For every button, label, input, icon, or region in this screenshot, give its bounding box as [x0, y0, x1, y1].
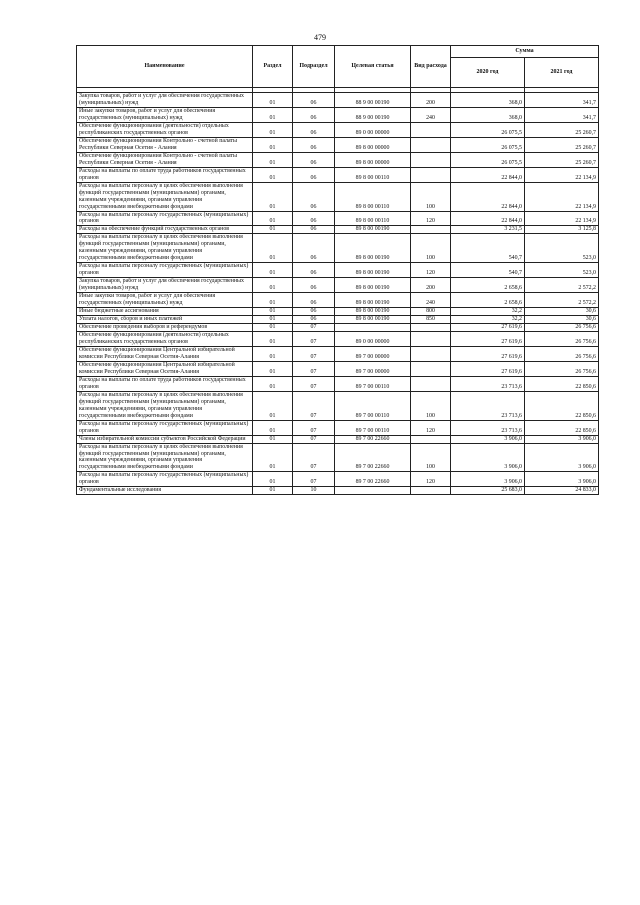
row-sum-2020: 23 713,6: [451, 376, 525, 391]
row-razdel: 01: [253, 420, 293, 435]
page-number: 479: [314, 33, 326, 42]
row-name: Расходы на выплаты по оплате труда работников государственных органов: [77, 167, 253, 182]
row-name: Иные закупки товаров, работ и услуг для обеспечения государственных (муниципальных) нужд: [77, 293, 253, 308]
row-expense-type: [411, 137, 451, 152]
row-podrazdel: 06: [293, 308, 335, 316]
row-sum-2020: 23 713,6: [451, 420, 525, 435]
row-razdel: 01: [253, 137, 293, 152]
row-podrazdel: 06: [293, 182, 335, 211]
row-target-article: 89 7 00 22660: [335, 472, 411, 487]
row-sum-2021: 3 906,0: [525, 472, 599, 487]
table-row: [77, 324, 599, 332]
row-expense-type: [411, 152, 451, 167]
row-podrazdel: 06: [293, 278, 335, 293]
row-podrazdel: 07: [293, 346, 335, 361]
row-sum-2020: 27 619,6: [451, 324, 525, 332]
row-razdel: 01: [253, 361, 293, 376]
table-row: [77, 332, 599, 347]
row-name: Расходы на выплаты по оплате труда работников государственных органов: [77, 376, 253, 391]
row-sum-2021: 26 756,6: [525, 324, 599, 332]
row-sum-2020: 3 231,5: [451, 226, 525, 234]
row-podrazdel: 06: [293, 263, 335, 278]
row-sum-2021: 22 850,6: [525, 420, 599, 435]
row-name: Расходы на выплаты персоналу в целях обеспечения выполнения функций государственными (муниципальными) органами, казенными учреждениями, органами управления государственными внебюджетными фондами: [77, 391, 253, 420]
row-podrazdel: 06: [293, 152, 335, 167]
row-expense-type: [411, 122, 451, 137]
row-expense-type: [411, 167, 451, 182]
row-razdel: 01: [253, 316, 293, 324]
row-expense-type: 240: [411, 293, 451, 308]
row-name: Расходы на обеспечение функций государственных органов: [77, 226, 253, 234]
row-podrazdel: 10: [293, 487, 335, 495]
row-sum-2021: 523,0: [525, 263, 599, 278]
row-target-article: 89 8 00 00190: [335, 308, 411, 316]
row-name: Уплата налогов, сборов и иных платежей: [77, 316, 253, 324]
row-target-article: 88 9 00 00190: [335, 93, 411, 108]
row-podrazdel: 07: [293, 435, 335, 443]
row-name: Расходы на выплаты персоналу государственных (муниципальных) органов: [77, 211, 253, 226]
row-sum-2021: 3 125,8: [525, 226, 599, 234]
row-expense-type: 100: [411, 443, 451, 472]
row-name: Обеспечение функционирования (деятельности) отдельных республиканских государственных органов: [77, 332, 253, 347]
row-target-article: 89 7 00 22660: [335, 443, 411, 472]
row-sum-2020: 22 844,0: [451, 182, 525, 211]
row-podrazdel: 07: [293, 443, 335, 472]
row-expense-type: [411, 361, 451, 376]
row-expense-type: 120: [411, 420, 451, 435]
row-sum-2021: 26 756,6: [525, 361, 599, 376]
row-razdel: 01: [253, 346, 293, 361]
row-expense-type: 200: [411, 278, 451, 293]
row-sum-2020: 25 683,0: [451, 487, 525, 495]
row-expense-type: 120: [411, 211, 451, 226]
row-podrazdel: 06: [293, 167, 335, 182]
row-name: Иные бюджетные ассигнования: [77, 308, 253, 316]
row-target-article: 89 0 00 00000: [335, 122, 411, 137]
row-target-article: 89 8 00 00190: [335, 226, 411, 234]
row-sum-2020: 26 075,5: [451, 152, 525, 167]
row-sum-2021: 30,6: [525, 308, 599, 316]
row-razdel: 01: [253, 332, 293, 347]
table-row: [77, 211, 599, 226]
row-razdel: 01: [253, 122, 293, 137]
row-sum-2021: 22 134,9: [525, 182, 599, 211]
table-row: [77, 376, 599, 391]
row-expense-type: 800: [411, 308, 451, 316]
row-podrazdel: 07: [293, 361, 335, 376]
row-razdel: 01: [253, 263, 293, 278]
row-expense-type: [411, 324, 451, 332]
table-row: [77, 167, 599, 182]
row-expense-type: 100: [411, 182, 451, 211]
row-sum-2020: 26 075,5: [451, 122, 525, 137]
row-podrazdel: 07: [293, 324, 335, 332]
row-sum-2020: 540,7: [451, 234, 525, 263]
row-name: Обеспечение функционирования Центральной избирательной комиссии Республики Северная Осетия-Алания: [77, 346, 253, 361]
row-target-article: 89 7 00 00110: [335, 391, 411, 420]
header-year-2020: 2020 год: [451, 58, 525, 88]
table-row: [77, 361, 599, 376]
table-row: [77, 263, 599, 278]
row-sum-2021: 2 572,2: [525, 278, 599, 293]
row-razdel: 01: [253, 93, 293, 108]
row-sum-2021: 341,7: [525, 107, 599, 122]
row-name: Обеспечение проведения выборов и референдумов: [77, 324, 253, 332]
row-podrazdel: 06: [293, 316, 335, 324]
row-podrazdel: 06: [293, 137, 335, 152]
table-row: [77, 107, 599, 122]
header-year-2021: 2021 год: [525, 58, 599, 88]
budget-table: [76, 45, 599, 495]
table-row: [77, 435, 599, 443]
header-sum: Сумма: [451, 46, 599, 58]
row-sum-2021: 25 260,7: [525, 122, 599, 137]
row-target-article: 88 9 00 00190: [335, 107, 411, 122]
table-row: [77, 316, 599, 324]
row-razdel: 01: [253, 435, 293, 443]
row-razdel: 01: [253, 107, 293, 122]
row-sum-2021: 2 572,2: [525, 293, 599, 308]
row-target-article: [335, 324, 411, 332]
row-target-article: 89 8 00 00110: [335, 182, 411, 211]
table-row: [77, 472, 599, 487]
table-row: [77, 137, 599, 152]
row-sum-2020: 27 619,6: [451, 332, 525, 347]
row-sum-2020: 3 906,0: [451, 443, 525, 472]
row-target-article: 89 7 00 00000: [335, 361, 411, 376]
row-sum-2021: 22 134,9: [525, 167, 599, 182]
row-name: Закупка товаров, работ и услуг для обеспечения государственных (муниципальных) нужд: [77, 278, 253, 293]
row-expense-type: [411, 435, 451, 443]
row-sum-2020: 540,7: [451, 263, 525, 278]
row-sum-2021: 26 756,6: [525, 332, 599, 347]
row-expense-type: 120: [411, 472, 451, 487]
row-podrazdel: 07: [293, 332, 335, 347]
row-target-article: 89 7 00 00110: [335, 376, 411, 391]
row-sum-2020: 2 658,6: [451, 293, 525, 308]
row-sum-2020: 27 619,6: [451, 346, 525, 361]
row-razdel: 01: [253, 472, 293, 487]
header-podrazdel: Подраздел: [293, 46, 335, 88]
row-podrazdel: 07: [293, 420, 335, 435]
row-name: Расходы на выплаты персоналу в целях обеспечения выполнения функций государственными (муниципальными) органами, казенными учреждениями, органами управления государственными внебюджетными фондами: [77, 443, 253, 472]
row-sum-2020: 3 906,0: [451, 435, 525, 443]
row-razdel: 01: [253, 376, 293, 391]
header-name: Наименование: [77, 46, 253, 88]
row-target-article: 89 8 00 00190: [335, 316, 411, 324]
row-sum-2020: 32,2: [451, 316, 525, 324]
row-expense-type: 100: [411, 234, 451, 263]
row-target-article: 89 8 00 00190: [335, 293, 411, 308]
row-sum-2021: 341,7: [525, 93, 599, 108]
row-name: Обеспечение функционирования Контрольно - счетной палаты Республики Северная Осетия - Алания: [77, 152, 253, 167]
row-sum-2021: 22 850,6: [525, 391, 599, 420]
row-podrazdel: 07: [293, 391, 335, 420]
row-target-article: 89 8 00 00000: [335, 137, 411, 152]
row-sum-2021: 30,6: [525, 316, 599, 324]
row-sum-2020: 26 075,5: [451, 137, 525, 152]
row-target-article: 89 8 00 00110: [335, 211, 411, 226]
row-sum-2021: 523,0: [525, 234, 599, 263]
row-expense-type: 120: [411, 263, 451, 278]
row-podrazdel: 07: [293, 376, 335, 391]
row-expense-type: 100: [411, 391, 451, 420]
row-sum-2020: 368,0: [451, 93, 525, 108]
row-sum-2021: 3 906,0: [525, 443, 599, 472]
table-row: [77, 420, 599, 435]
row-podrazdel: 06: [293, 107, 335, 122]
row-name: Члены избирательной комиссии субъектов Российской Федерации: [77, 435, 253, 443]
row-expense-type: [411, 332, 451, 347]
row-name: Расходы на выплаты персоналу государственных (муниципальных) органов: [77, 420, 253, 435]
header-razdel: Раздел: [253, 46, 293, 88]
row-name: Расходы на выплаты персоналу в целях обеспечения выполнения функций государственными (муниципальными) органами, казенными учреждениями, органами управления государственными внебюджетными фондами: [77, 182, 253, 211]
table-row: [77, 182, 599, 211]
row-sum-2020: 27 619,6: [451, 361, 525, 376]
table-row: [77, 487, 599, 495]
row-sum-2020: 23 713,6: [451, 391, 525, 420]
row-podrazdel: 06: [293, 234, 335, 263]
row-target-article: 89 7 00 00110: [335, 420, 411, 435]
row-name: Расходы на выплаты персоналу государственных (муниципальных) органов: [77, 263, 253, 278]
row-podrazdel: 06: [293, 211, 335, 226]
row-razdel: 01: [253, 211, 293, 226]
row-sum-2021: 24 833,0: [525, 487, 599, 495]
row-sum-2020: 3 906,0: [451, 472, 525, 487]
row-razdel: 01: [253, 324, 293, 332]
row-razdel: 01: [253, 234, 293, 263]
table-body: [77, 88, 599, 495]
row-target-article: 89 0 00 00000: [335, 332, 411, 347]
row-sum-2021: 25 260,7: [525, 152, 599, 167]
row-target-article: 89 8 00 00110: [335, 167, 411, 182]
table-row: [77, 308, 599, 316]
table-row: [77, 346, 599, 361]
row-expense-type: 240: [411, 107, 451, 122]
row-podrazdel: 06: [293, 122, 335, 137]
row-expense-type: [411, 346, 451, 361]
row-razdel: 01: [253, 443, 293, 472]
row-sum-2020: 32,2: [451, 308, 525, 316]
row-sum-2020: 368,0: [451, 107, 525, 122]
row-name: Закупка товаров, работ и услуг для обеспечения государственных (муниципальных) нужд: [77, 93, 253, 108]
row-razdel: 01: [253, 391, 293, 420]
row-expense-type: [411, 226, 451, 234]
table-row: [77, 152, 599, 167]
table-row: [77, 226, 599, 234]
table-header: [77, 46, 599, 88]
row-name: Обеспечение функционирования Центральной избирательной комиссии Республики Северная Осетия-Алания: [77, 361, 253, 376]
row-sum-2021: 25 260,7: [525, 137, 599, 152]
table-row: [77, 391, 599, 420]
row-razdel: 01: [253, 278, 293, 293]
table-row: [77, 443, 599, 472]
row-name: Обеспечение функционирования (деятельности) отдельных республиканских государственных органов: [77, 122, 253, 137]
row-razdel: 01: [253, 226, 293, 234]
row-expense-type: [411, 376, 451, 391]
row-name: Иные закупки товаров, работ и услуг для обеспечения государственных (муниципальных) нужд: [77, 107, 253, 122]
row-target-article: 89 8 00 00000: [335, 152, 411, 167]
row-sum-2021: 22 850,6: [525, 376, 599, 391]
row-podrazdel: 06: [293, 226, 335, 234]
row-target-article: 89 7 00 22660: [335, 435, 411, 443]
row-podrazdel: 06: [293, 293, 335, 308]
table-row: [77, 93, 599, 108]
row-target-article: 89 8 00 00190: [335, 263, 411, 278]
row-sum-2020: 22 844,0: [451, 167, 525, 182]
row-razdel: 01: [253, 182, 293, 211]
table-row: [77, 278, 599, 293]
row-target-article: 89 8 00 00190: [335, 234, 411, 263]
row-expense-type: 850: [411, 316, 451, 324]
row-razdel: 01: [253, 293, 293, 308]
table-row: [77, 234, 599, 263]
row-sum-2021: 22 134,9: [525, 211, 599, 226]
row-expense-type: [411, 487, 451, 495]
table-row: [77, 293, 599, 308]
header-expense-type: Вид расхода: [411, 46, 451, 88]
row-sum-2020: 2 658,6: [451, 278, 525, 293]
row-name: Расходы на выплаты персоналу в целях обеспечения выполнения функций государственными (муниципальными) органами, казенными учреждениями, органами управления государственными внебюджетными фондами: [77, 234, 253, 263]
row-sum-2021: 3 906,0: [525, 435, 599, 443]
row-sum-2020: 22 844,0: [451, 211, 525, 226]
row-name: Обеспечение функционирования Контрольно - счетной палаты Республики Северная Осетия - Алания: [77, 137, 253, 152]
table-row: [77, 122, 599, 137]
row-razdel: 01: [253, 167, 293, 182]
row-podrazdel: 07: [293, 472, 335, 487]
row-target-article: 89 8 00 00190: [335, 278, 411, 293]
row-target-article: 89 7 00 00000: [335, 346, 411, 361]
row-target-article: [335, 487, 411, 495]
row-name: Расходы на выплаты персоналу государственных (муниципальных) органов: [77, 472, 253, 487]
row-sum-2021: 26 756,6: [525, 346, 599, 361]
header-target-article: Целевая статья: [335, 46, 411, 88]
row-expense-type: 200: [411, 93, 451, 108]
row-razdel: 01: [253, 487, 293, 495]
row-razdel: 01: [253, 308, 293, 316]
row-podrazdel: 06: [293, 93, 335, 108]
row-razdel: 01: [253, 152, 293, 167]
row-name: Фундаментальные исследования: [77, 487, 253, 495]
